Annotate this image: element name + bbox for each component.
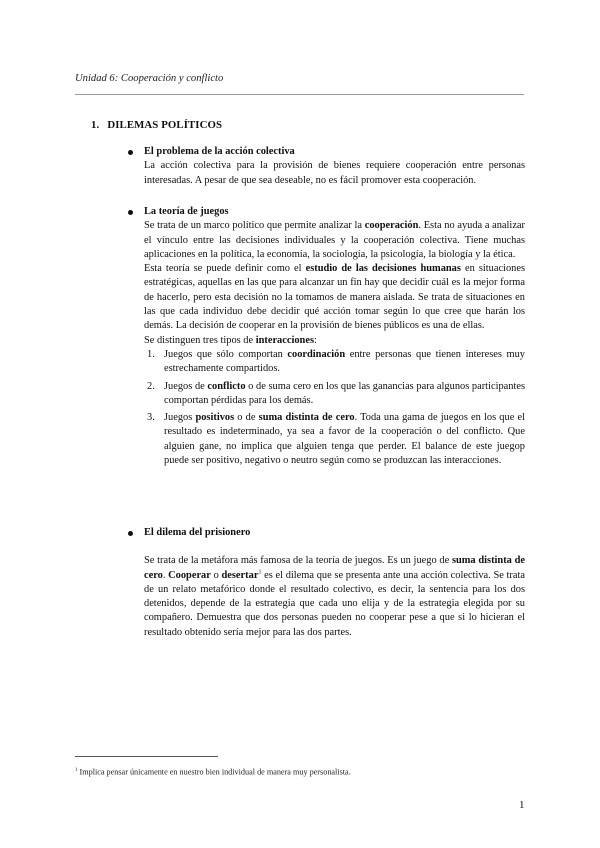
bullet-title-juegos: La teoría de juegos (128, 205, 525, 219)
footnote-divider (75, 756, 218, 757)
header-divider (75, 94, 524, 95)
section-heading (91, 118, 222, 132)
document-header-title: Unidad 6: Cooperación y conflicto (75, 73, 224, 84)
section-number: 1. (91, 119, 100, 131)
section-title: DILEMAS POLÍTICOS (107, 119, 223, 131)
list-item: 1. Juegos que sólo comportan coordinación entre personas que tienen intereses muy estrechamente compartidos. (147, 348, 525, 375)
footnote-reference: 1 (258, 569, 262, 576)
page-number: 1 (519, 799, 525, 811)
bullet-dot-icon (128, 531, 133, 536)
paragraph-juegos-3: Se distinguen tres tipos de interacciones: (144, 334, 317, 346)
bullet-dot-icon (128, 210, 133, 215)
bullet-accion-colectiva (128, 145, 525, 188)
paragraph-prisionero: Se trata de la metáfora más famosa de la teoría de juegos. Es un juego de suma distinta de cero. Cooperar o desertar$^1$ es el dilema que se presenta ante una acción colectiva. Se trata de un relato metafórico donde el resultado colectivo, es decir, la sentencia para los dos detenidos, depende de la estrategia que cada uno elija y de la estrategia elegida por su compañero. Demuestra que dos personas pueden no cooperar pese a que si lo hicieran el resultado obtenido sería mejor para las dos partes. (144, 555, 526, 638)
bullet-title-accion: El problema de la acción colectiva (128, 145, 525, 159)
list-item: 2. Juegos de conflicto o de suma cero en los que las ganancias para algunos participantes comportan pérdidas para los demás. (147, 380, 525, 406)
bullet-teoria-juegos (128, 205, 525, 471)
bullet-dilema-prisionero (128, 526, 525, 640)
interacciones-list (128, 348, 525, 468)
paragraph-accion: La acción colectiva para la provisión de bienes requiere cooperación entre personas interesadas. A pesar de que sea deseable, no es fácil promover esta cooperación. (144, 160, 525, 186)
footnote-mark: 1 (75, 768, 78, 773)
footnote (75, 765, 351, 778)
list-item: 3. Juegos positivos o de suma distinta de cero. Toda una gama de juegos en los que el resultado es indeterminado, ya sea a favor de la cooperación o del conflicto. Que alguien gane, no implica que alguien tenga que perder. El balance de este juegop puede ser positivo, negativo o neutro según como se produzcan las interacciones. (147, 412, 525, 467)
bullet-dot-icon (128, 150, 133, 155)
paragraph-juegos-2: Esta teoría se puede definir como el estudio de las decisiones humanas en situaciones estratégicas, aquellas en las que para alcanzar un fin hay que decidir cuál es la mejor forma de hacerlo, pero esta decisión no la tomamos de manera aislada. Se trata de situaciones en las que cada individuo debe decidir qué acción tomar según lo que cree que harán los demás. La decisión de cooperar en la provisión de bienes públicos es una de ellas. (144, 263, 525, 332)
paragraph-juegos-1: Se trata de un marco político que permite analizar la cooperación. Esta no ayuda a analizar el vínculo entre las decisiones individuales y la cooperación colectiva. Tiene muchas aplicaciones en la política, la economía, la sociología, la psicología, la biología y la ética. (144, 220, 526, 260)
footnote-text: Implica pensar únicamente en nuestro bien individual de manera muy personalista. (79, 767, 351, 777)
bullet-title-prisionero: El dilema del prisionero (128, 526, 525, 540)
